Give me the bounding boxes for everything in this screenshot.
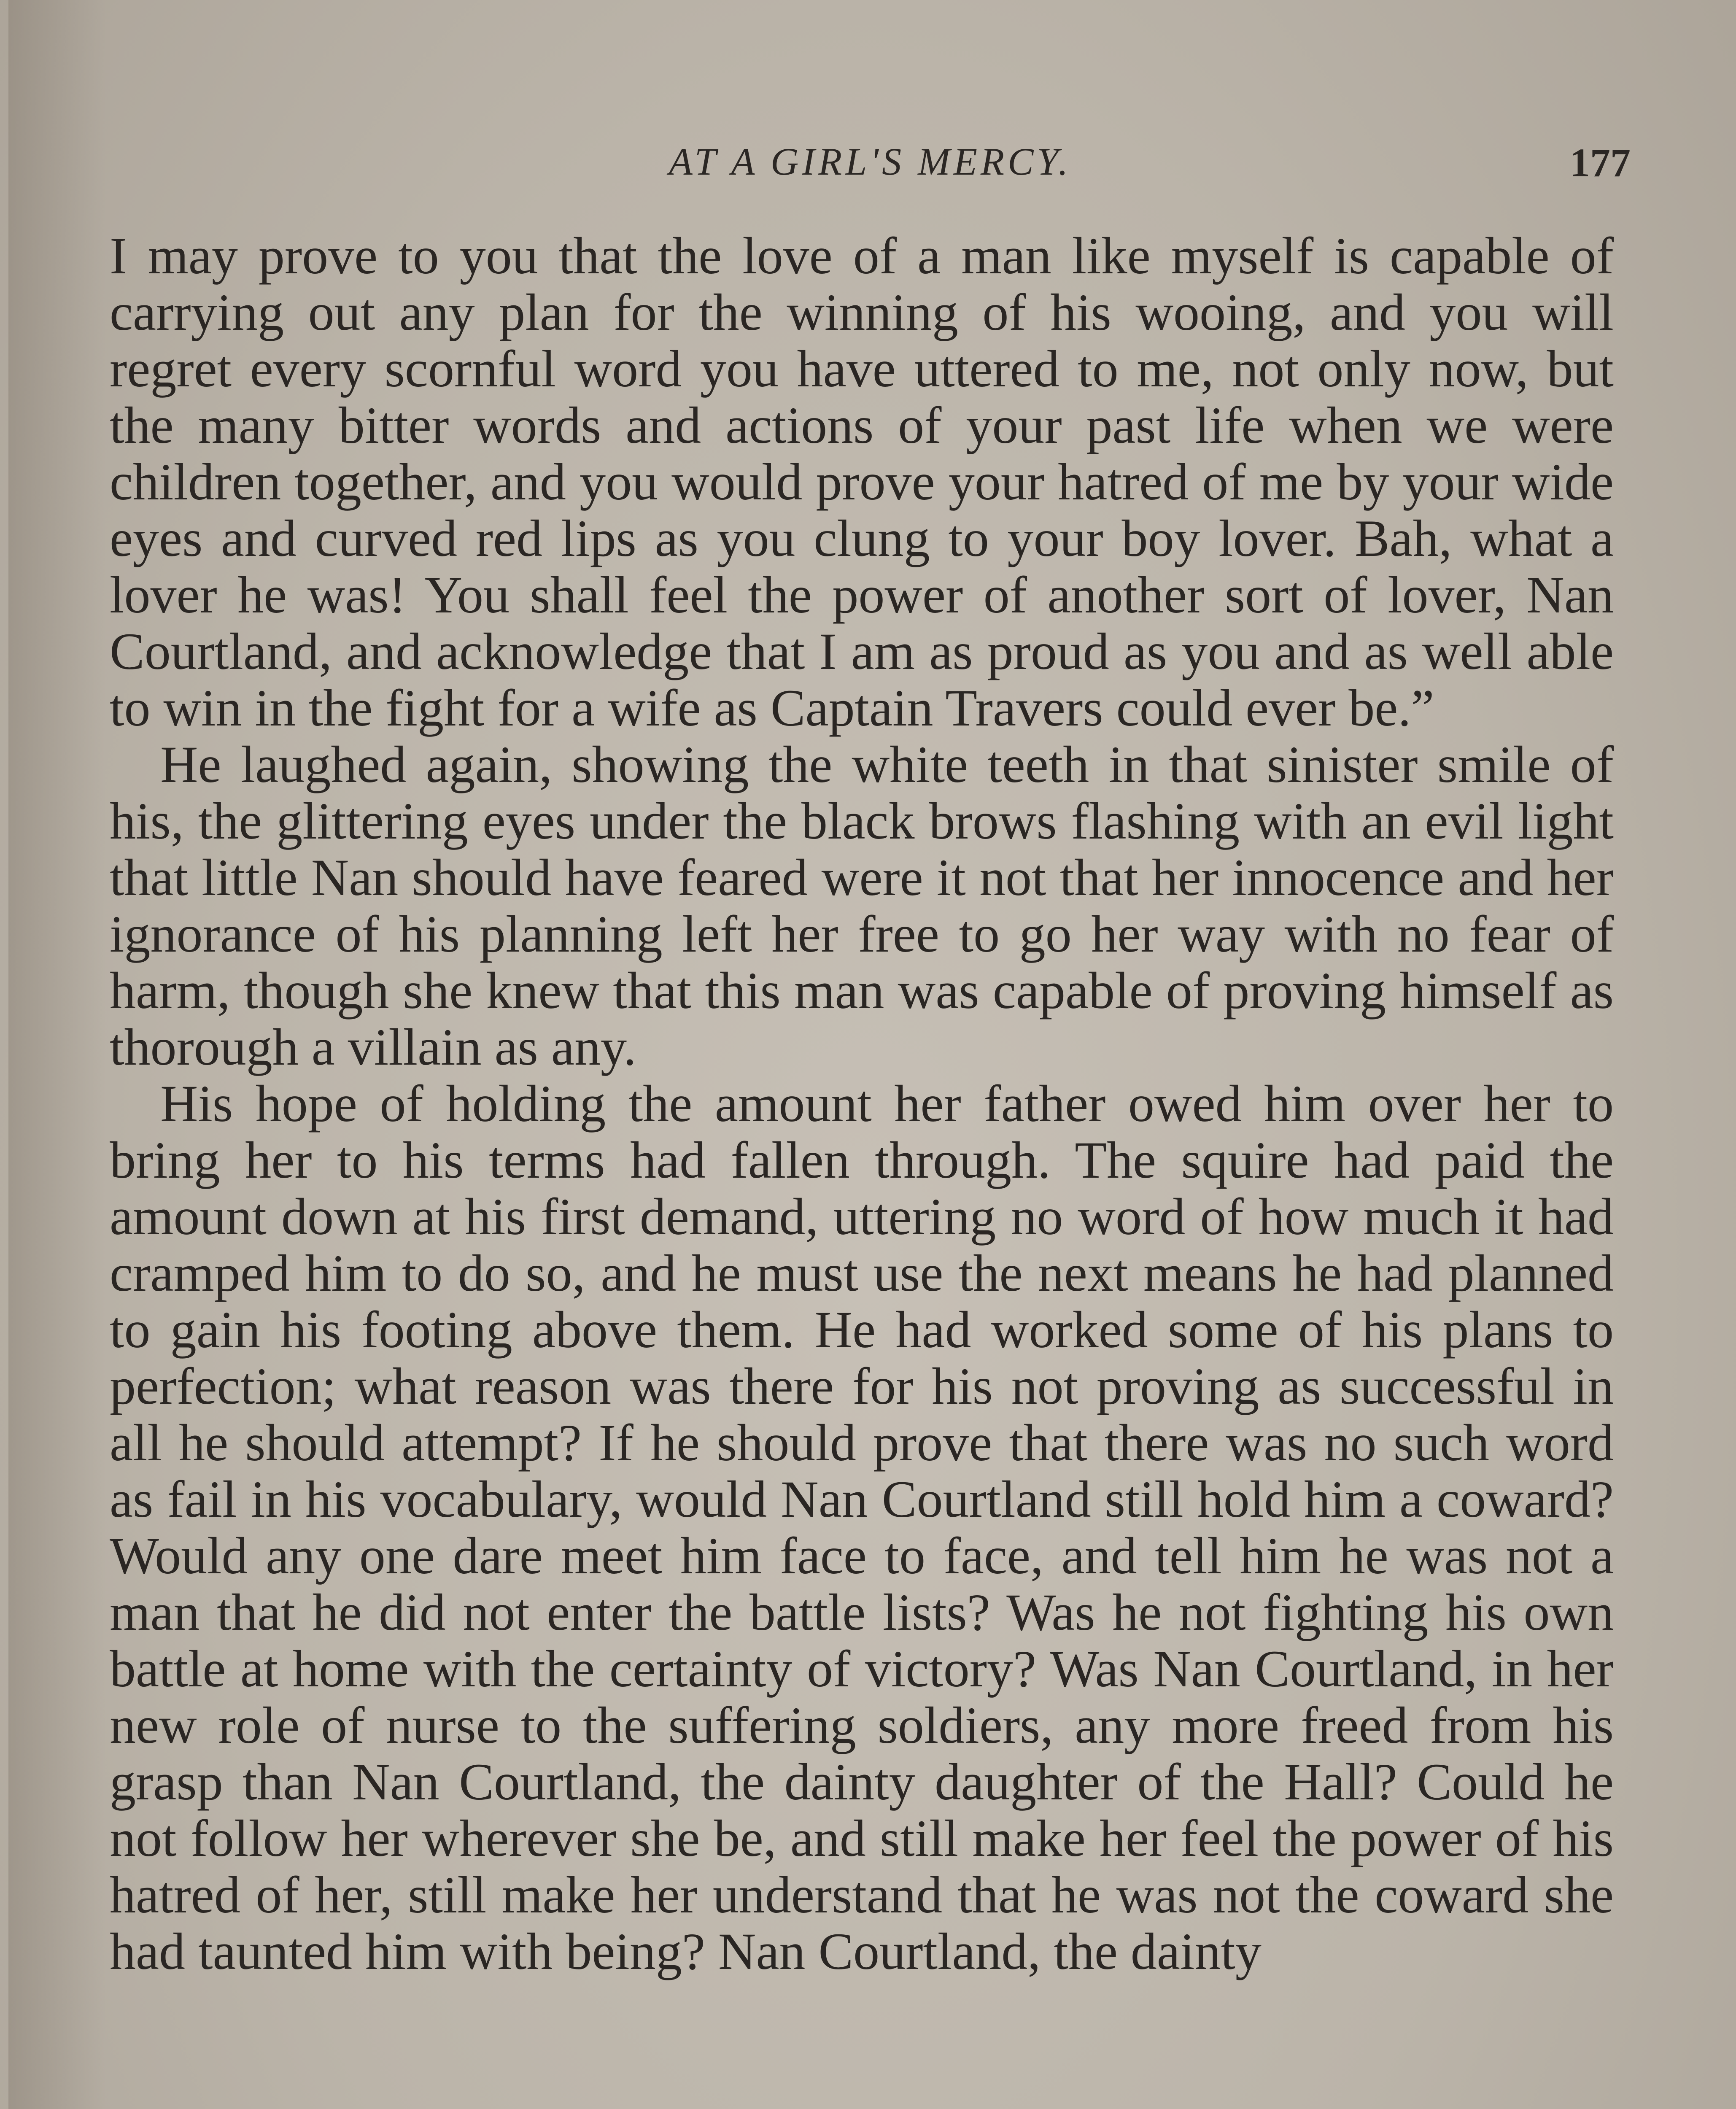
body-text <box>110 228 1614 1980</box>
running-head: AT A GIRL'S MERCY. <box>669 140 1072 183</box>
paragraph: He laughed again, showing the white teeth in that sinister smile of his, the glittering eyes under the black brows flashing with an evil light that little Nan should have feared were it not that her innocence and her ignorance of his planning left her free to go her way with no fear of harm, though she knew that this man was capable of proving himself as thorough a villain as any. <box>110 736 1614 1076</box>
paragraph: His hope of holding the amount her father owed him over her to bring her to his terms had fallen through. The squire had paid the amount down at his first demand, uttering no word of how much it had cramped him to do so, and he must use the next means he had planned to gain his footing above them. He had worked some of his plans to perfection; what reason was there for his not proving as successful in all he should attempt? If he should prove that there was no such word as fail in his vocabulary, would Nan Courtland still hold him a coward? Would any one dare meet him face to face, and tell him he was not a man that he did not enter the battle lists? Was he not fighting his own battle at home with the certainty of victory? Was Nan Courtland, in her new role of nurse to the suffering soldiers, any more freed from his grasp than Nan Courtland, the dainty daughter of the Hall? Could he not follow her wherever she be, and still make her feel the power of his hatred of her, still make her understand that he was not the coward she had taunted him with being? Nan Courtland, the dainty <box>110 1075 1614 1980</box>
page-edge-shadow <box>8 0 105 2109</box>
page-header <box>110 139 1631 194</box>
page-number: 177 <box>1570 140 1631 185</box>
paragraph: I may prove to you that the love of a man like myself is capable of carrying out any plan for the winning of his wooing, and you will regret every scornful word you have uttered to me, not only now, but the many bitter words and actions of your past life when we were children together, and you would prove your hatred of me by your wide eyes and curved red lips as you clung to your boy lover. Bah, what a lover he was! You shall feel the power of another sort of lover, Nan Courtland, and acknowledge that I am as proud as you and as well able to win in the fight for a wife as Captain Travers could ever be.” <box>110 227 1614 737</box>
